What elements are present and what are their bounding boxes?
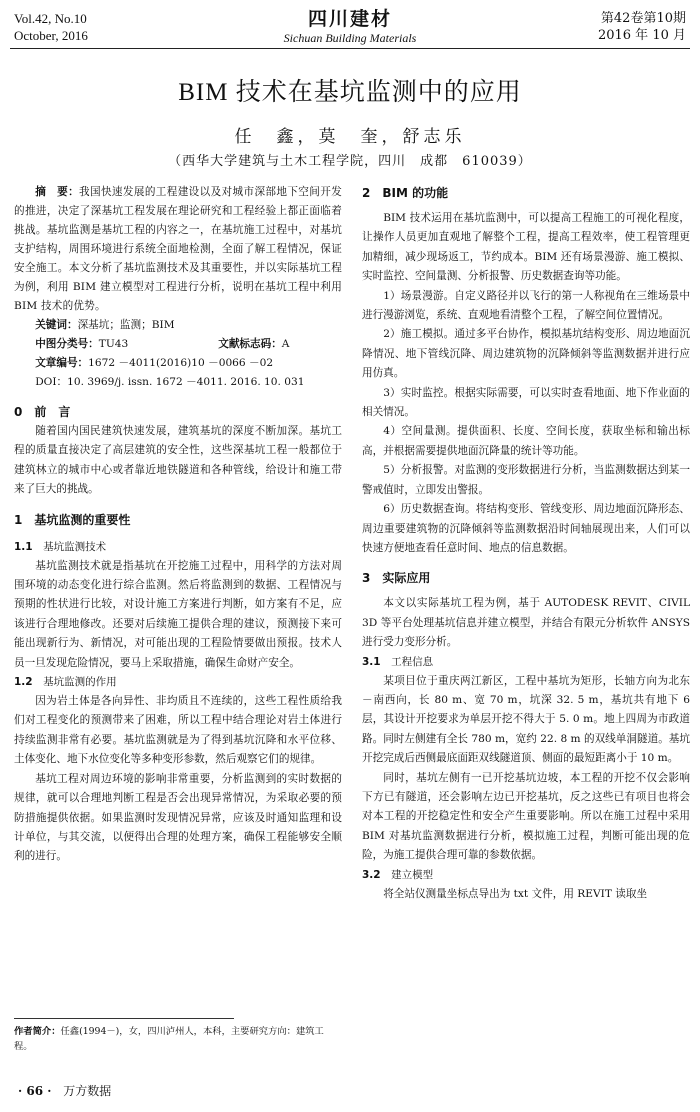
journal-name-en: Sichuan Building Materials — [283, 31, 417, 45]
section-0-heading: 0 前 言 — [14, 405, 71, 419]
volume-issue-cn: 第42卷第10期 — [600, 11, 686, 26]
section-3-1-paragraph-1: 某项目位于重庆两江新区，工程中基坑为矩形，长轴方向为北东－南西向，长 80 m、宽 70 m，坑深 32. 5 m，基坑共有地下 6 层，其设计开挖要求为单层开挖不得大于 5. 0 m。地上四周为市政道路。同时左侧建有全长 780 m，宽约 22. 8 m 的双线单洞隧道。基坑开挖完成后西侧最底面距双线隧道顶、侧面的最短距离小于 10 m。 — [362, 674, 690, 765]
section-1-1-paragraph: 基坑监测技术就是指基坑在开挖施工过程中，用科学的方法对周围环境的动态变化进行综合监测。然后将监测到的数据、工程情况与预期的性状进行比较，对设计施工方案进行判断，如方案有不足，应该进行合理地修改。还要对后续施工提供合理的建议，预测接下来可能出现新行为、新情况，对可能出现的工程险情要做出预报。技术人员一旦发现危险情况，要马上采取措施，确保生命财产安全。 — [14, 559, 342, 669]
abstract-text: 我国快速发展的工程建设以及对城市深部地下空间开发的推进，决定了深基坑工程发展在理论研究和工程经验上都正面临着挑战。基坑监测是基坑工程的内容之一，在基坑施工过程中，对基坑支护结构，周围环境进行系统全面地检测，全面了解工程情况，保证安全施工。本文分析了基坑监测技术及其重要性，并以实际基坑工程为例，利用 BIM 建立模型对工程进行分析，说明在基坑工程中利用 BIM 技术的优势。 — [14, 186, 342, 312]
right-column — [362, 183, 690, 904]
header-center — [230, 8, 470, 46]
function-item-1: 1）场景漫游。自定义路径并以飞行的第一人称视角在三维场景中进行漫游浏览，系统、直观地看清整个工程，了解空间位置情况。 — [362, 289, 690, 322]
issue-date: October, 2016 — [14, 28, 88, 43]
affiliation: （西华大学建筑与土木工程学院，四川 成都 610039） — [168, 154, 532, 169]
section-3-heading: 3 实际应用 — [362, 571, 431, 586]
classification-line: 中图分类号：TU43 文献标志码：A — [35, 338, 290, 350]
section-2-heading: 2 BIM 的功能 — [362, 186, 449, 200]
function-item-5: 5）分析报警。对监测的变形数据进行分析，当监测数据达到某一警戒值时，立即发出警报。 — [362, 464, 690, 496]
header-left — [14, 10, 88, 44]
function-item-3: 3）实时监控。根据实际需要，可以实时查看地面、地下作业面的相关情况。 — [362, 386, 690, 419]
author-footnote: 作者简介：任鑫(1994－)，女，四川泸州人，本科，主要研究方向：建筑工程。 — [14, 1026, 324, 1052]
header-rule — [10, 48, 690, 49]
section-1-2-paragraph-1: 因为岩土体是各向异性、非均质且不连续的，这些工程性质给我们对工程变化的预测带来了困难，所以工程中结合理论对岩土体进行持续监测非常有必要。基坑监测就是为了得到基坑沉降和水平位移、土体变化、地下水位变化等多种变形参数，然后观察它们的规律。 — [14, 695, 342, 766]
section-3-1-paragraph-2: 同时，基坑左侧有一已开挖基坑边坡，本工程的开挖不仅会影响下方已有隧道，还会影响左边已开挖基坑，反之这些已有项目也将会对本工程的开挖稳定性和安全产生重要影响。所以在施工过程中采用 BIM 对基坑监测数据进行分析，模拟施工过程，判断可能出现的危险，为施工提供合理可靠的参数依据。 — [362, 771, 690, 862]
source-watermark: 万方数据 — [63, 1084, 112, 1098]
volume-issue: Vol.42, No.10 — [14, 11, 87, 26]
abstract-label: 摘 要： — [35, 186, 80, 198]
keywords: 关键词：深基坑；监测；BIM — [35, 319, 175, 331]
section-3-2-heading: 3.2 建立模型 — [362, 868, 434, 881]
section-1-2-heading: 1.2 基坑监测的作用 — [14, 676, 117, 689]
section-3-2-paragraph: 将全站仪测量坐标点导出为 txt 文件，用 REVIT 读取坐 — [383, 887, 648, 900]
section-3-paragraph: 本文以实际基坑工程为例，基于 AUTODESK REVIT、CIVIL 3D 等平台处理基坑信息并建立模型，并结合有限元分析软件 ANSYS 进行受力变形分析。 — [362, 597, 690, 649]
section-0-paragraph: 随着国内国民建筑快速发展，建筑基坑的深度不断加深。基坑工程的质量直接决定了高层建筑的安全性，这些深基坑工程一般都位于建筑林立的城市中心或者靠近地铁隧道和各种管线，给设计和施工带来了巨大的挑战。 — [14, 425, 342, 496]
section-1-heading: 1 基坑监测的重要性 — [14, 512, 131, 527]
page-folio — [18, 1082, 111, 1099]
authors: 任 鑫，莫 奎，舒志乐 — [234, 127, 466, 147]
section-1-2-paragraph-2: 基坑工程对周边环境的影响非常重要，分析监测到的实时数据的规律，就可以合理地判断工程是否会出现异常情况，为采取必要的预防措施提供依据。如果监测时发现情况异常，应该及时通知监理和设计单位，与其交流，以便得出合理的处理方案，确保工程能够安全顺利的进行。 — [14, 772, 342, 863]
abstract — [14, 183, 342, 316]
section-2-paragraph: BIM 技术运用在基坑监测中，可以提高工程施工的可视化程度，让操作人员更加直观地了解整个工程，提高工程效率，使工程管理更加精细，减少现场返工，节约成本。BIM 还有场景漫游、施工模拟、实时监控、空间量测、分析报警、历史数据查询等功能。 — [362, 212, 690, 283]
left-column — [14, 183, 342, 867]
journal-logo: 四川建材 — [307, 8, 392, 30]
article-number: 文章编号：1672 －4011(2016)10 －0066 －02 — [35, 357, 274, 369]
article-title: BIM 技术在基坑监测中的应用 — [178, 79, 522, 106]
page-number: · 66 · — [18, 1084, 52, 1098]
section-3-1-heading: 3.1 工程信息 — [362, 655, 434, 668]
issue-date-cn: 2016 年 10 月 — [597, 28, 686, 43]
function-item-6: 6）历史数据查询。将结构变形、管线变形、周边地面沉降形态、周边重要建筑物的沉降倾斜等监测数据沿时间轴展现出来，人们可以快速方便地查看任意时间、地点的信息数据。 — [362, 503, 690, 554]
function-item-4: 4）空间量测。提供面积、长度、空间长度，获取坐标和输出标高，并根据需要提供地面沉降量的统计等功能。 — [362, 425, 690, 457]
section-1-1-heading: 1.1 基坑监测技术 — [14, 540, 107, 553]
footnote-rule — [14, 1018, 234, 1019]
function-item-2: 2）施工模拟。通过多平台协作，模拟基坑结构变形、周边地面沉降情况、地下管线沉降、周边建筑物的沉降倾斜等监测数据并进行应用仿真。 — [362, 328, 690, 380]
header-right — [598, 10, 686, 44]
doi: DOI：10. 3969/j. issn. 1672 －4011. 2016. 10. 031 — [35, 376, 305, 388]
